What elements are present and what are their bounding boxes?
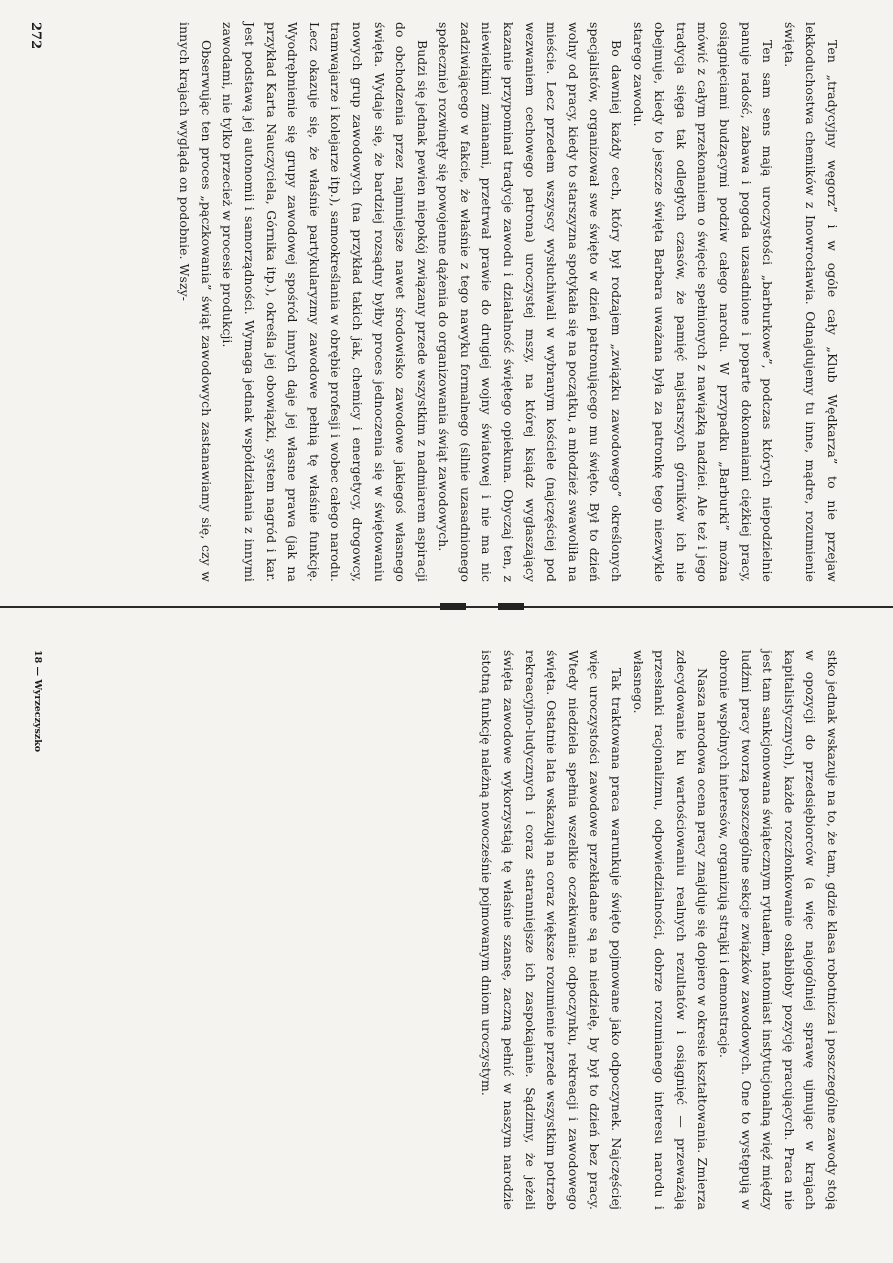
paragraph: Ten „tradycyjny węgorz” i w ogóle cały „Klub Wędkarza” to nie przejaw lekkoduchostwa chemików z Inowrocławia. Odnajdujemy tu inne, mądre, rozumienie święta.: [781, 22, 840, 582]
folio-signature: 18 — Wyrzeczyszko: [32, 650, 43, 753]
bottom-page-body: [476, 650, 843, 1210]
paragraph: Tak traktowana praca warunkuje święto pojmowane jako odpoczynek. Najczęściej więc uroczystości zawodowe przekładane są na niedzielę, by był to dzień bez pracy. Wtedy niedziela spełnia wszelkie oczekiwania: odpoczynku, rekreacji i zawodowego święta. Ostatnie lata wskazują na coraz większe rozumienie przede wszystkim potrzeb rekreacyjno-ludycznych i coraz staranniejsze ich zaspokajanie. Sądzimy, że jeżeli święta zawodowe wykorzystają tę właśnie szansę, zaczną pełnić w naszym narodzie istotną funkcję należną nowocześnie pojmowanym dniom uroczystym.: [479, 650, 625, 1210]
paragraph: Budzi się jednak pewien niepokój związany przede wszystkim z nadmiarem aspiracji do obchodzenia przez najmniejsze nawet środowisko zawodowe jakiegoś własnego święta. Wydaje się, że bardziej rozsądny byłby proces jednoczenia się w świętowaniu nowych grup zawodowych (na przykład takich jak, chemicy i energetycy, drogowcy, tramwajarze i kolejarze itp.), samookreślania w obrębie profesji i wobec całego narodu. Lecz okazuje się, że właśnie partykularyzmy zawodowe pełnią tę właśnie funkcję. Wyodrębnienie się grupy zawodowej spośród innych daje jej własne prawa (jak na przykład Karta Nauczyciela, Górnika itp.), określa jej obowiązki, system nagród i kar. Jest podstawą jej autonomii i samorządności. Wymaga jednak współdziałania z innymi zawodami, nie tylko przecież w procesie produkcji.: [220, 22, 430, 582]
top-page-body: [174, 22, 843, 582]
paragraph: Ten sam sens mają uroczystości „barburkowe”, podczas których niepodzielnie panuje radość, zabawa i pogoda uzasadnione i poparte dokonaniami ciężkiej pracy, osiągnięciami budzącymi podziw całego narodu. W przypadku „Barburki” można mówić z całym przekonaniem o święcie spełnionych z nawiązką nadziei. Ale też i jego tradycja sięga tak odległych czasów, że pamięć najstarszych górników ich nie obejmuje, kiedy to jeszcze święta Barbara uważana była za patronkę tego niezwykle starego zawodu.: [630, 22, 776, 582]
page-number: 272: [28, 22, 43, 50]
gutter-mark-left: [440, 603, 466, 610]
paragraph: Bo dawniej każdy cech, który był rodzajem „związku zawodowego” określonych specjalistów, organizował swe święto w dzień patronującego mu święto. Był to dzień wolny od pracy, kiedy to starszyzna spotykała się na początku, a młodzież swawoliła na mieście. Lecz przedem wszyscy wysłuchiwali w wybranym kościele (najczęściej pod wezwaniem cechowego patrona) uroczystej mszy, na której ksiądz wygłaszający kazanie przypominał tradycje zawodu i działalność świętego opiekuna. Obyczaj ten, z niewielkimi zmianami, przetrwał prawie do drugiej wojny światowej i nie ma nic zadziwiającego w fakcie, że właśnie z tego nawyku formalnego (silnie uzasadnionego społecznie) rozwinęły się powojenne dążenia do organizowania świąt zawodowych.: [436, 22, 625, 582]
paragraph: Nasza narodowa ocena pracy znajduje się dopiero w okresie kształtowania. Zmierza zdecydowanie ku wartościowaniu realnych rezultatów i osiągnięć — przeważają przesłanki racjonalizmu, odpowiedzialności, dobrze rozumianego interesu narodu i własnego.: [630, 650, 711, 1210]
paragraph: stko jednak wskazuje na to, że tam, gdzie klasa robotnicza i poszczególne zawody stoją w opozycji do przedsiębiorców (a więc najogólniej sprawę ujmując w krajach kapitalistycznych), każde rozczłonkowanie osłabiłoby pozycję pracujących. Praca nie jest tam sankcjonowana świątecznym rytuałem, natomiast instytucjonalną więź między ludźmi pracy tworzą poszczególne sekcje związków zawodowych. One to występują w obronie wspólnych interesów, organizują strajki i demonstracje.: [717, 650, 840, 1210]
paragraph: Obserwując ten proces „pączkowania” świąt zawodowych zastanawiamy się, czy w innych krajach wygląda on podobnie. Wszy-: [177, 22, 214, 582]
top-page: [28, 22, 843, 582]
bottom-page: [32, 650, 843, 1210]
gutter-mark-right: [498, 603, 524, 610]
